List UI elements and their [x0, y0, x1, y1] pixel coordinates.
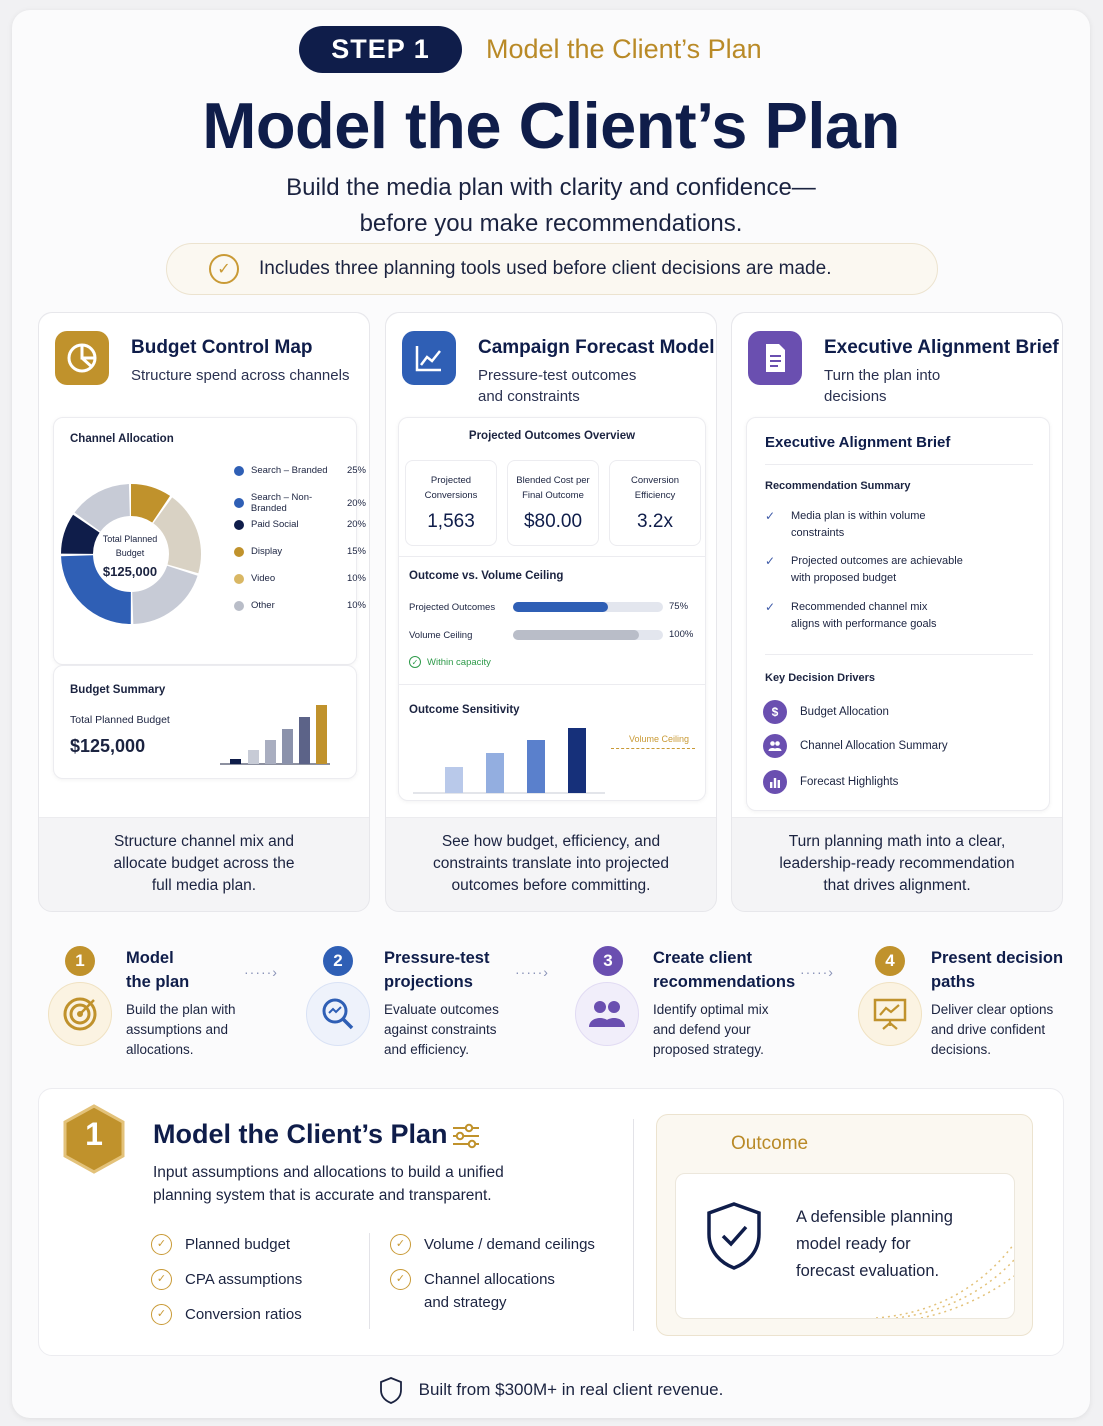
tool-description — [39, 831, 369, 897]
step-number: 2 — [323, 946, 353, 976]
step-desc-line: against constraints — [384, 1022, 497, 1037]
legend-pct: 10% — [346, 600, 366, 611]
step-desc-line: Evaluate outcomes — [384, 1002, 499, 1017]
legend-item — [234, 519, 366, 530]
banner-text: Includes three planning tools used before client decisions are made. — [259, 258, 832, 279]
section-heading: Outcome vs. Volume Ceiling — [409, 570, 564, 582]
step-title-line: the plan — [126, 973, 190, 991]
metric-label — [406, 473, 496, 503]
description-line: Structure channel mix and — [113, 833, 295, 850]
ceiling-label: Volume Ceiling — [629, 734, 690, 744]
description-line: See how budget, efficiency, and — [441, 833, 661, 850]
progress-track — [513, 630, 663, 640]
panel-heading: Budget Summary — [70, 684, 166, 696]
outcome-label: Outcome — [731, 1133, 809, 1154]
step-desc-line: Identify optimal mix — [653, 1002, 769, 1017]
recommendation-item — [765, 553, 963, 587]
description-line: outcomes before committing. — [451, 877, 651, 894]
status-text: Within capacity — [427, 656, 491, 668]
step-number: 3 — [593, 946, 623, 976]
legend-pct: 20% — [346, 519, 366, 530]
section-heading: Recommendation Summary — [765, 480, 911, 492]
legend-pct: 15% — [346, 546, 366, 557]
check-circle-icon: ✓ — [151, 1304, 172, 1325]
document-icon — [748, 331, 802, 385]
legend-swatch — [234, 466, 244, 476]
legend-swatch — [234, 601, 244, 611]
divider — [765, 654, 1033, 655]
budget-mini-bar-chart — [214, 696, 334, 768]
legend-pct: 25% — [346, 465, 366, 476]
check-circle-icon: ✓ — [209, 254, 239, 284]
legend-swatch — [234, 520, 244, 530]
metric-label — [508, 473, 598, 503]
projected-outcomes-bar — [513, 602, 608, 612]
legend-label: Search – Branded — [251, 465, 328, 476]
dotted-arrow-icon: ·····› — [800, 964, 834, 980]
budget-control-map-card — [38, 312, 370, 912]
summary-label: Total Planned Budget — [70, 714, 170, 726]
tool-subtitle: Structure spend across channels — [131, 367, 350, 384]
description-line: Turn planning math into a clear, — [788, 833, 1006, 850]
sensitivity-bar — [527, 740, 545, 793]
metric-card — [609, 460, 701, 546]
description-line: constraints translate into projected — [432, 855, 670, 872]
driver-item — [763, 770, 898, 794]
outcome-line: A defensible planning — [796, 1208, 953, 1226]
step-description — [653, 1000, 769, 1060]
sensitivity-bar — [445, 767, 463, 793]
divider — [369, 1233, 370, 1329]
section-description — [153, 1161, 504, 1207]
tool-subtitle — [478, 365, 636, 407]
step-title — [384, 946, 489, 994]
step-description — [931, 1000, 1053, 1060]
center-label: Total Planned — [102, 534, 158, 544]
subtitle-line: before you make recommendations. — [359, 210, 743, 237]
step-title-line: Model — [126, 949, 174, 967]
people-icon — [575, 982, 639, 1046]
step-title-line: Pressure-test — [384, 949, 490, 967]
checklist-label: CPA assumptions — [185, 1271, 303, 1288]
infographic-page — [12, 10, 1090, 1418]
recommendation-item — [765, 508, 926, 542]
step-number: 4 — [875, 946, 905, 976]
panel-heading: Executive Alignment Brief — [765, 434, 951, 451]
center-label: Budget — [115, 548, 145, 558]
bar-chart-icon — [763, 770, 787, 794]
step-title-line: projections — [384, 973, 473, 991]
sensitivity-bar — [486, 753, 504, 793]
checklist-item — [151, 1303, 302, 1326]
donut-center-label — [84, 532, 176, 579]
legend-pct: 10% — [346, 573, 366, 584]
forecast-panel — [398, 417, 706, 801]
metric-label-line: Efficiency — [634, 490, 676, 501]
step-desc-line: and drive confident — [931, 1022, 1046, 1037]
dotted-arrow-icon: ·····› — [515, 964, 549, 980]
checklist-label: Conversion ratios — [185, 1306, 302, 1323]
tools-banner — [166, 243, 938, 295]
check-circle-icon: ✓ — [390, 1269, 411, 1290]
checklist-label: and strategy — [424, 1294, 507, 1311]
tool-title: Executive Alignment Brief — [824, 337, 1059, 358]
legend-item — [234, 465, 366, 476]
divider — [765, 464, 1033, 465]
tool-description — [732, 831, 1062, 897]
subtitle-line: and constraints — [478, 388, 580, 405]
card-content — [732, 313, 1062, 818]
bar-label: Projected Outcomes — [409, 602, 496, 613]
check-circle-icon: ✓ — [151, 1269, 172, 1290]
sensitivity-bar — [568, 728, 586, 793]
metric-label — [610, 473, 700, 503]
step-title — [653, 946, 795, 994]
recommendation-line: aligns with performance goals — [791, 618, 937, 630]
brief-panel — [746, 417, 1050, 811]
panel-heading: Projected Outcomes Overview — [468, 430, 636, 442]
check-icon: ✓ — [409, 656, 421, 668]
shield-check-icon — [704, 1200, 764, 1272]
step-description — [126, 1000, 236, 1060]
step-badge: STEP 1 — [299, 26, 462, 73]
legend-label: Video — [251, 573, 276, 584]
driver-item — [763, 734, 948, 758]
footer-text: Built from $300M+ in real client revenue. — [418, 1380, 724, 1399]
summary-value: $125,000 — [70, 736, 146, 756]
step-title-line: recommendations — [653, 973, 796, 991]
mini-bar — [248, 750, 259, 764]
step-title — [931, 946, 1063, 994]
metric-label-line: Blended Cost per — [516, 475, 590, 486]
checklist-label: Channel allocations — [424, 1271, 555, 1288]
checklist-label: Planned budget — [185, 1236, 291, 1253]
line-chart-icon — [402, 331, 456, 385]
check-circle-icon: ✓ — [151, 1234, 172, 1255]
outcome-sensitivity-chart — [409, 726, 609, 798]
step-title-line: paths — [931, 973, 976, 991]
dotted-arrow-icon: ·····› — [244, 964, 278, 980]
legend-item — [234, 492, 366, 514]
legend-swatch — [234, 498, 244, 508]
description-line: full media plan. — [151, 877, 257, 894]
checklist-item — [151, 1268, 302, 1291]
section-heading: Outcome Sensitivity — [409, 704, 520, 716]
process-steps — [12, 938, 1090, 1078]
checklist-item — [390, 1233, 595, 1256]
tool-title: Budget Control Map — [131, 337, 313, 358]
subtitle-line: Turn the plan into — [824, 367, 941, 384]
metric-value: 1,563 — [427, 511, 475, 532]
card-content — [39, 313, 369, 818]
check-icon: ✓ — [765, 600, 776, 614]
legend-label: Paid Social — [251, 519, 299, 530]
tool-title: Campaign Forecast Model — [478, 337, 715, 358]
step-title-line: Present decision — [931, 949, 1064, 967]
metric-card — [507, 460, 599, 546]
driver-label: Channel Allocation Summary — [800, 740, 948, 752]
outcome-card — [675, 1173, 1015, 1319]
tool-subtitle — [824, 365, 940, 407]
mini-bar — [316, 705, 327, 764]
step-title — [126, 946, 189, 994]
step-desc-line: decisions. — [931, 1042, 992, 1057]
step-number: 1 — [65, 946, 95, 976]
legend-item — [234, 546, 366, 557]
legend-label: Display — [251, 546, 283, 557]
card-content — [386, 313, 716, 818]
description-line: planning system that is accurate and transparent. — [153, 1187, 492, 1204]
presentation-icon — [858, 982, 922, 1046]
legend-item — [234, 573, 366, 584]
description-line: Input assumptions and allocations to build a unified — [153, 1164, 504, 1181]
executive-alignment-brief-card — [731, 312, 1063, 912]
check-icon: ✓ — [765, 509, 776, 523]
checklist-item — [390, 1268, 555, 1314]
capacity-status — [409, 656, 491, 668]
step-description — [384, 1000, 499, 1060]
subtitle-line: decisions — [824, 388, 887, 405]
bar-pct: 75% — [669, 601, 689, 612]
page-subtitle — [12, 170, 1090, 242]
mini-bar — [282, 729, 293, 764]
recommendation-line: Projected outcomes are achievable — [791, 555, 963, 567]
mini-bar — [230, 759, 241, 764]
outcome-line: forecast evaluation. — [796, 1262, 940, 1280]
bar-pct: 100% — [669, 629, 694, 640]
panel-heading: Channel Allocation — [70, 433, 174, 445]
dotted-wave-decoration — [876, 1234, 1015, 1319]
step-desc-line: and efficiency. — [384, 1042, 470, 1057]
step-subtitle: Model the Client’s Plan — [486, 34, 762, 64]
shield-icon — [379, 1376, 403, 1404]
step-desc-line: Build the plan with — [126, 1002, 236, 1017]
divider — [633, 1119, 634, 1331]
legend-label: Other — [251, 600, 275, 611]
description-line: leadership-ready recommendation — [779, 855, 1015, 872]
recommendation-line: constraints — [791, 527, 845, 539]
badge-number: 1 — [85, 1116, 103, 1152]
mini-bar — [299, 717, 310, 764]
legend-label: Search – Non-Branded — [250, 492, 313, 514]
metric-label-line: Projected — [430, 475, 472, 486]
target-icon — [48, 982, 112, 1046]
metric-label-line: Conversions — [424, 490, 478, 501]
description-line: allocate budget across the — [113, 855, 295, 872]
outcome-box — [656, 1114, 1033, 1336]
driver-label: Forecast Highlights — [800, 776, 899, 788]
metric-value: $80.00 — [523, 511, 583, 532]
metric-label-line: Final Outcome — [522, 490, 584, 501]
subtitle-line: Pressure-test outcomes — [478, 367, 637, 384]
driver-item — [763, 700, 889, 724]
campaign-forecast-model-card — [385, 312, 717, 912]
description-line: that drives alignment. — [823, 877, 971, 894]
recommendation-line: with proposed budget — [791, 572, 897, 584]
checklist-label: Volume / demand ceilings — [424, 1236, 595, 1253]
progress-track — [513, 602, 663, 612]
sliders-icon — [451, 1123, 481, 1149]
bar-label: Volume Ceiling — [409, 630, 473, 641]
step-desc-line: Deliver clear options — [931, 1002, 1054, 1017]
recommendation-line: Recommended channel mix — [791, 601, 928, 613]
legend-item — [234, 600, 366, 611]
step-desc-line: proposed strategy. — [653, 1042, 764, 1057]
step-desc-line: and defend your — [653, 1022, 751, 1037]
subtitle-line: Build the media plan with clarity and confidence— — [286, 174, 816, 201]
ceiling-dashed-line — [611, 748, 695, 749]
metric-label-line: Conversion — [630, 475, 680, 486]
check-circle-icon: ✓ — [390, 1234, 411, 1255]
legend-swatch — [234, 574, 244, 584]
recommendation-item — [765, 599, 937, 633]
step-title-line: Create client — [653, 949, 753, 967]
legend-pct: 20% — [346, 497, 366, 509]
pie-chart-icon — [55, 331, 109, 385]
outcome-line: model ready for — [796, 1235, 911, 1253]
check-icon: ✓ — [765, 554, 776, 568]
metric-card — [405, 460, 497, 546]
checklist-item — [151, 1233, 290, 1256]
volume-ceiling-bar — [513, 630, 639, 640]
budget-summary-panel — [53, 665, 357, 779]
metric-value: 3.2x — [637, 511, 673, 532]
recommendation-line: Media plan is within volume — [791, 510, 926, 522]
dollar-icon: $ — [763, 700, 787, 724]
section-title: Model the Client’s Plan — [153, 1119, 448, 1149]
footer — [12, 1376, 1090, 1404]
channel-allocation-panel — [53, 417, 366, 665]
tool-description — [386, 831, 716, 897]
driver-label: Budget Allocation — [800, 706, 889, 718]
page-title: Model the Client’s Plan — [202, 89, 900, 162]
center-value: $125,000 — [102, 564, 158, 579]
step-desc-line: allocations. — [126, 1042, 194, 1057]
step-desc-line: assumptions and — [126, 1022, 229, 1037]
section-heading: Key Decision Drivers — [765, 672, 876, 684]
magnifier-chart-icon — [306, 982, 370, 1046]
divider — [399, 556, 705, 557]
legend-swatch — [234, 547, 244, 557]
divider — [399, 684, 705, 685]
people-icon — [763, 734, 787, 758]
mini-bar — [265, 740, 276, 764]
